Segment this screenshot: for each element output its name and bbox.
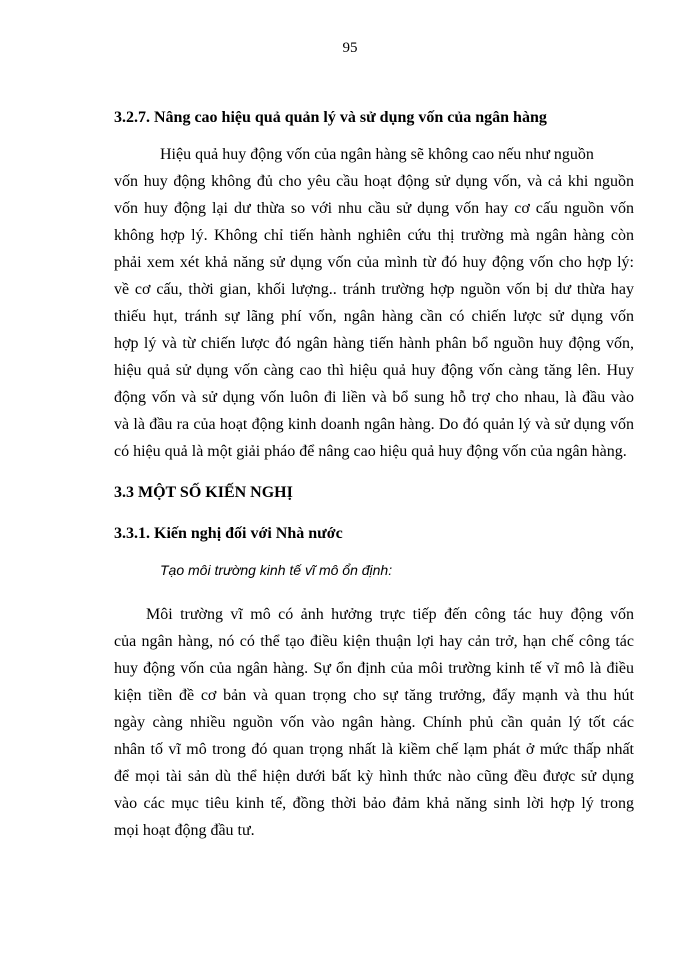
paragraph-line: kiện tiền đề cơ bản và quan trọng cho sự tăng trưởng, đẩy mạnh và thu hút [114,687,634,704]
paragraph-line: huy động vốn của ngân hàng. Sự ổn định của môi trường kinh tế vĩ mô là điều [114,660,634,677]
page-number: 95 [342,40,358,56]
paragraph-line: và là đầu ra của hoạt động kinh doanh ngân hàng. Do đó quản lý và sử dụng vốn [114,416,634,433]
paragraph-line: ngày càng nhiều nguồn vốn vào ngân hàng. Chính phủ cần quản lý tốt các [114,714,634,731]
section-3-2-7-paragraph [114,141,634,465]
paragraph-line: thiếu hụt, tránh sự lãng phí vốn, ngân hàng cần có chiến lược sử dụng vốn [114,308,634,325]
section-3-3-heading: 3.3 MỘT SỐ KIẾN NGHỊ [114,484,293,501]
page-content [114,104,634,844]
paragraph-line: phải xem xét khả năng sử dụng vốn của mình từ đó huy động vốn cho hợp lý: [114,254,634,271]
paragraph-line: về cơ cấu, thời gian, khối lượng.. tránh trường hợp nguồn vốn bị dư thừa hay [114,281,634,298]
paragraph-line: hiệu quả sử dụng vốn càng cao thì hiệu quả huy động vốn càng tăng lên. Huy [114,362,634,379]
paragraph-line: động vốn và sử dụng vốn luôn đi liền và bổ sung hỗ trợ cho nhau, là đầu vào [114,389,634,406]
paragraph-line: Hiệu quả huy động vốn của ngân hàng sẽ không cao nếu như nguồn [160,146,594,163]
section-3-3-1-subheading: Tạo môi trường kinh tế vĩ mô ổn định: [160,562,393,578]
paragraph-line: nhân tố vĩ mô trong đó quan trọng nhất là kiềm chế lạm phát ở mức thấp nhất [114,741,634,758]
paragraph-line: Môi trường vĩ mô có ảnh hưởng trực tiếp đến công tác huy động vốn [146,606,634,623]
paragraph-line: có hiệu quả là một giải pháo để nâng cao hiệu quả huy động vốn của ngân hàng. [114,443,627,460]
paragraph-line: mọi hoạt động đầu tư. [114,822,255,839]
paragraph-line: hợp lý và từ chiến lược đó ngân hàng tiến hành phân bổ nguồn huy động vốn, [114,335,634,352]
section-3-3-1-heading: 3.3.1. Kiến nghị đối với Nhà nước [114,525,343,542]
paragraph-line: để mọi tài sản dù thể hiện dưới bất kỳ hình thức nào cũng đều được sử dụng [114,768,634,785]
paragraph-line: không hợp lý. Không chỉ tiến hành nghiên cứu thị trường mà ngân hàng còn [114,227,634,244]
paragraph-line: vốn huy động không đủ cho yêu cầu hoạt động sử dụng vốn, và cả khi nguồn [114,173,634,190]
section-3-3-1-paragraph [114,601,634,844]
paragraph-line: của ngân hàng, nó có thể tạo điều kiện thuận lợi hay cản trở, hạn chế công tác [114,633,634,650]
paragraph-line: vào các mục tiêu kinh tế, đồng thời bảo đảm khả năng sinh lời hợp lý trong [114,795,634,812]
section-3-2-7-heading: 3.2.7. Nâng cao hiệu quả quản lý và sử dụng vốn của ngân hàng [114,109,547,126]
paragraph-line: vốn huy động lại dư thừa so với nhu cầu sử dụng vốn hay cơ cấu nguồn vốn [114,200,634,217]
